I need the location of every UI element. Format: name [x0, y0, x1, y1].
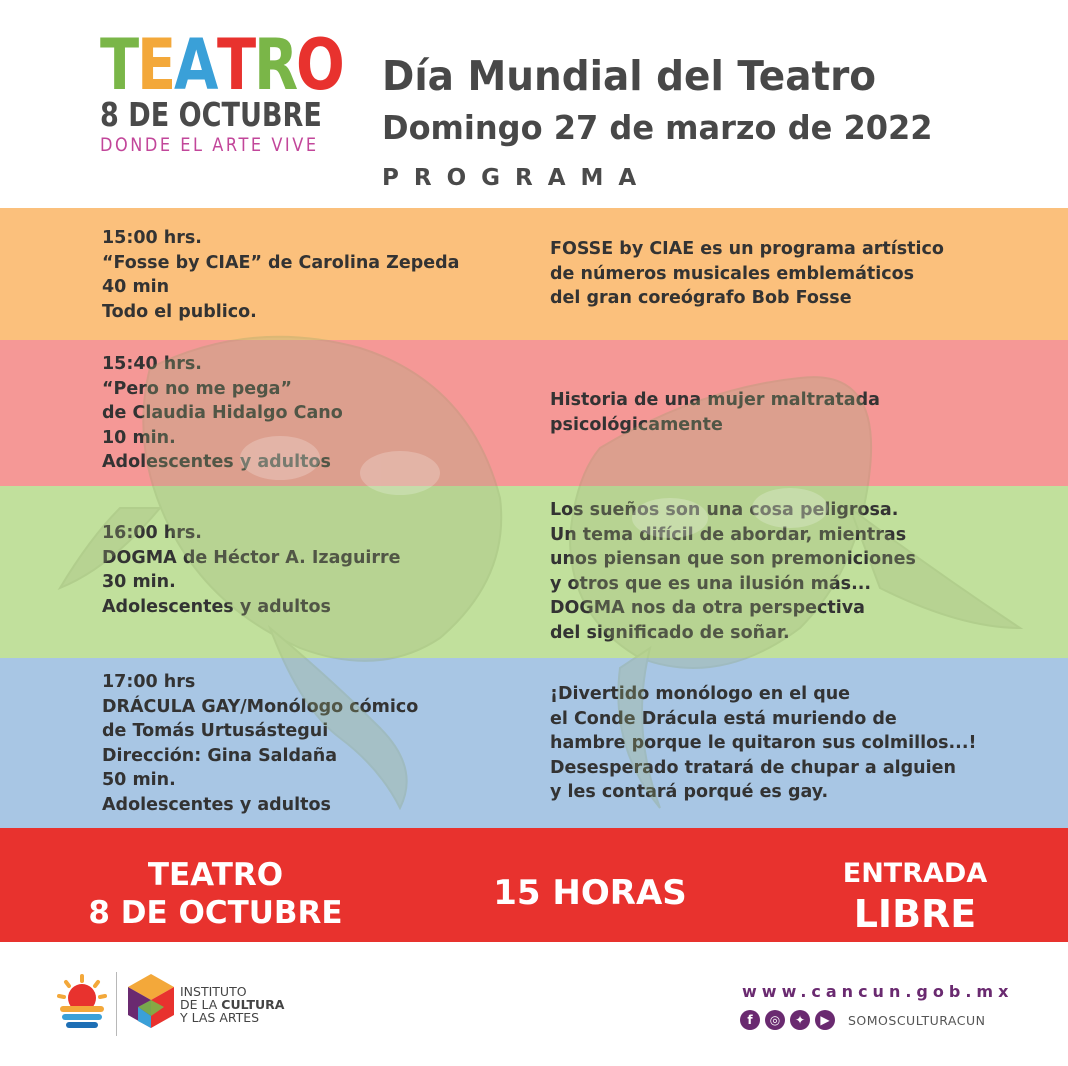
program-info — [102, 352, 343, 475]
logo-letter: E — [136, 24, 174, 106]
program-info-line: de Tomás Urtusástegui — [102, 721, 329, 741]
program-info-line: Adolescentes y adultos — [102, 794, 331, 815]
program-info-line: 16:00 hrs. — [102, 523, 202, 543]
cancun-sun-logo — [54, 972, 110, 1032]
program-info-line: Dirección: Gina Saldaña — [102, 745, 338, 766]
program-description-line: hambre porque le quitaron sus colmillos...! — [550, 733, 977, 753]
program-description — [550, 237, 944, 311]
program-description-line: del gran coreógrafo Bob Fosse — [550, 288, 852, 308]
program-info-line: 30 min. — [102, 572, 176, 592]
social-handle[interactable]: SOMOSCULTURACUN — [848, 1012, 986, 1028]
program-description-line: y les contará porqué es gay. — [550, 782, 829, 802]
program-row — [0, 658, 1068, 828]
event-date: Domingo 27 de marzo de 2022 — [382, 108, 933, 147]
program-description-line: ¡Divertido monólogo en el que — [550, 684, 851, 704]
program-description-line: unos piensan que son premoniciones — [550, 549, 916, 569]
banner-time: 15 HORAS — [493, 873, 687, 913]
program-description-line: de números musicales emblemáticos — [550, 263, 915, 284]
program-info-line: DOGMA de Héctor A. Izaguirre — [102, 547, 401, 568]
program-info-line: Adolescentes y adultos — [102, 596, 331, 617]
website-link[interactable]: www.cancun.gob.mx — [742, 982, 1014, 1001]
program-row — [0, 340, 1068, 486]
logo-letter: O — [296, 24, 343, 106]
program-info — [102, 521, 401, 619]
logo-letter: T — [216, 24, 254, 106]
program-description-line: el Conde Drácula está muriendo de — [550, 708, 897, 729]
program-description-line: Desesperado tratará de chupar a alguien — [550, 757, 956, 778]
program-info-line: 50 min. — [102, 770, 176, 790]
logo-subtitle: 8 DE OCTUBRE — [100, 95, 322, 134]
program-description-line: y otros que es una ilusión más... — [550, 573, 872, 594]
institute-line1: INSTITUTO — [180, 984, 247, 999]
program-info-line: 15:40 hrs. — [102, 354, 202, 374]
section-heading: PROGRAMA — [382, 165, 652, 191]
program-info-line: DRÁCULA GAY/Monólogo cómico — [102, 696, 419, 717]
banner-venue-line1: TEATRO — [147, 857, 284, 893]
program-info-line: de Claudia Hidalgo Cano — [102, 403, 343, 423]
program-info — [102, 226, 459, 324]
program-description — [550, 388, 880, 437]
program-row — [0, 486, 1068, 658]
program-info-line: 40 min — [102, 277, 170, 297]
logo-tagline: DONDE EL ARTE VIVE — [100, 134, 319, 156]
program-description — [550, 498, 916, 645]
program-info-line: 10 min. — [102, 427, 176, 448]
program-info-line: Todo el publico. — [102, 301, 257, 322]
logo-wordmark — [100, 24, 343, 106]
footer — [0, 942, 1068, 1066]
program-info — [102, 670, 418, 817]
social-links — [740, 1010, 985, 1030]
facebook-icon[interactable]: f — [740, 1010, 760, 1030]
institute-cube-logo — [126, 972, 176, 1032]
banner-entry-line2: LIBRE — [853, 892, 977, 936]
program-description-line: Los sueños son una cosa peligrosa. — [550, 500, 899, 520]
program-description-line: DOGMA nos da otra perspectiva — [550, 598, 865, 618]
logo-letter: R — [253, 24, 296, 106]
logo-letter: A — [173, 24, 216, 106]
program-info-line: Adolescentes y adultos — [102, 452, 331, 472]
footer-divider — [116, 972, 117, 1036]
program-description-line: del significado de soñar. — [550, 622, 790, 643]
instagram-icon[interactable]: ◎ — [765, 1010, 785, 1030]
info-banner — [0, 828, 1068, 942]
twitter-icon[interactable]: ✦ — [790, 1010, 810, 1030]
youtube-icon[interactable]: ▶ — [815, 1010, 835, 1030]
institute-name — [180, 985, 284, 1024]
program-info-line: 15:00 hrs. — [102, 228, 202, 248]
program-description — [550, 682, 976, 805]
program-info-line: “Pero no me pega” — [102, 378, 292, 399]
program-info-line: “Fosse by CIAE” de Carolina Zepeda — [102, 252, 460, 273]
program-description-line: Historia de una mujer maltratada — [550, 390, 880, 410]
banner-entry-line1: ENTRADA — [842, 858, 988, 889]
banner-venue-line2: 8 DE OCTUBRE — [88, 895, 343, 931]
banner-entry — [830, 854, 1000, 934]
institute-line2-pre: DE LA — [180, 997, 222, 1012]
program-info-line: 17:00 hrs — [102, 672, 196, 692]
logo-letter: T — [100, 24, 137, 106]
program-description-line: psicológicamente — [550, 414, 723, 435]
banner-venue — [78, 856, 353, 932]
teatro-logo — [100, 24, 343, 156]
page-title: Día Mundial del Teatro — [382, 52, 877, 100]
program-description-line: FOSSE by CIAE es un programa artístico — [550, 239, 944, 259]
institute-line3: Y LAS ARTES — [180, 1010, 260, 1025]
program-description-line: Un tema difícil de abordar, mientras — [550, 524, 907, 545]
program-row — [0, 208, 1068, 340]
institute-line2-bold: CULTURA — [221, 997, 285, 1012]
